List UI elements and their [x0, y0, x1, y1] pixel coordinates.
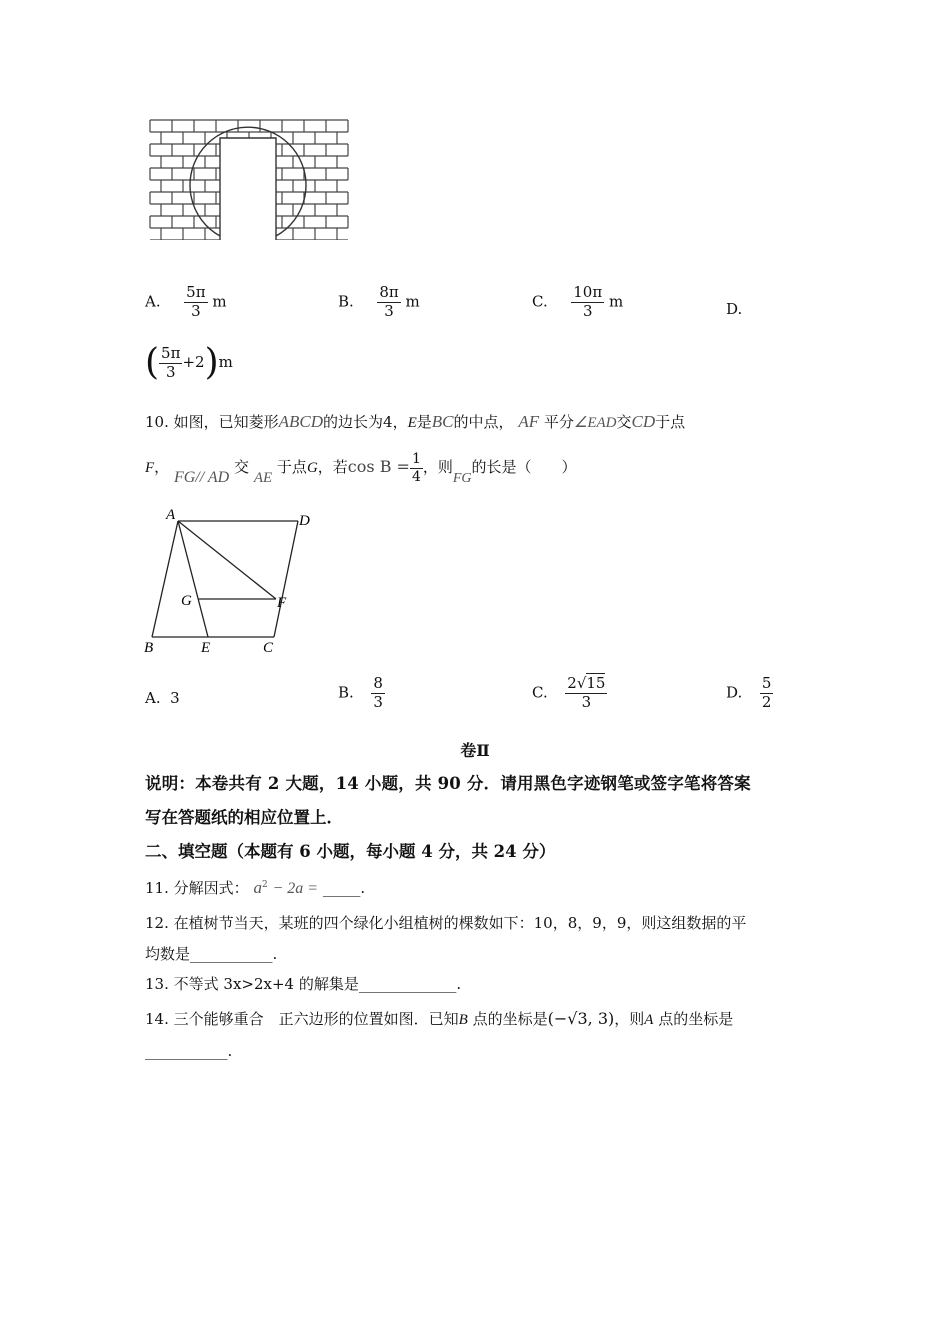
q13: 13. 不等式 3x>2x+4 的解集是_____________.: [145, 975, 462, 993]
q11: 11. 分解因式： $a^2 - 2a$ = _____.: [145, 878, 366, 897]
label-C: C: [263, 640, 274, 656]
label-F: F: [277, 595, 287, 611]
q9-option-a: A. $\frac{5\pi}{3}$ m: [145, 283, 227, 320]
q10-option-d: D. $\frac{5}{2}$: [726, 674, 772, 711]
label-E: E: [201, 640, 211, 656]
q14-line2: ___________.: [145, 1042, 233, 1060]
label-G: G: [181, 593, 192, 609]
q10-line2: F， FG// AD 交 AE 于点G，若cos B = $\frac{1}{4}$ ，则FG的长是（ ）: [145, 451, 577, 487]
q14-line1: 14. 三个能够重合 正六边形的位置如图．已知B 点的坐标是(−√3, 3)，则A 点的坐标是: [145, 1009, 734, 1028]
section-note-line2: 写在答题纸的相应位置上．: [145, 808, 343, 827]
section-title: 卷Ⅱ: [460, 741, 490, 760]
q9-option-d-value: ( $\frac{5\pi}{3}$ +2)m: [145, 342, 233, 383]
q10-option-c: C. $\frac{2√15}{3}$: [532, 674, 606, 711]
rhombus-figure: [138, 505, 318, 657]
q12-line1: 12. 在植树节当天，某班的四个绿化小组植树的棵数如下：10，8，9，9，则这组数据的平: [145, 914, 747, 932]
q10-option-a: A. 3: [145, 689, 180, 707]
q9-option-c: C. $\frac{10\pi}{3}$ m: [532, 283, 624, 320]
q9-option-b: B. $\frac{8\pi}{3}$ m: [338, 283, 420, 320]
part-heading: 二、填空题（本题有 6 小题，每小题 4 分，共 24 分）: [145, 842, 556, 861]
option-label: A.: [145, 292, 161, 311]
q10-option-b: B. $\frac{8}{3}$: [338, 674, 383, 711]
q9-option-d-label: D.: [726, 300, 743, 318]
label-D: D: [299, 513, 310, 529]
q12-line2: 均数是___________.: [145, 945, 278, 963]
q10-line1: 10. 如图，已知菱形ABCD的边长为4，E是BC的中点， AF 平分∠EAD交CD于点: [145, 412, 686, 431]
label-B: B: [144, 640, 154, 656]
section-note-line1: 说明：本卷共有 2 大题，14 小题，共 90 分．请用黑色字迹钢笔或签字笔将答案: [145, 774, 751, 793]
brick-wall-figure: [148, 118, 352, 240]
label-A: A: [166, 507, 176, 523]
